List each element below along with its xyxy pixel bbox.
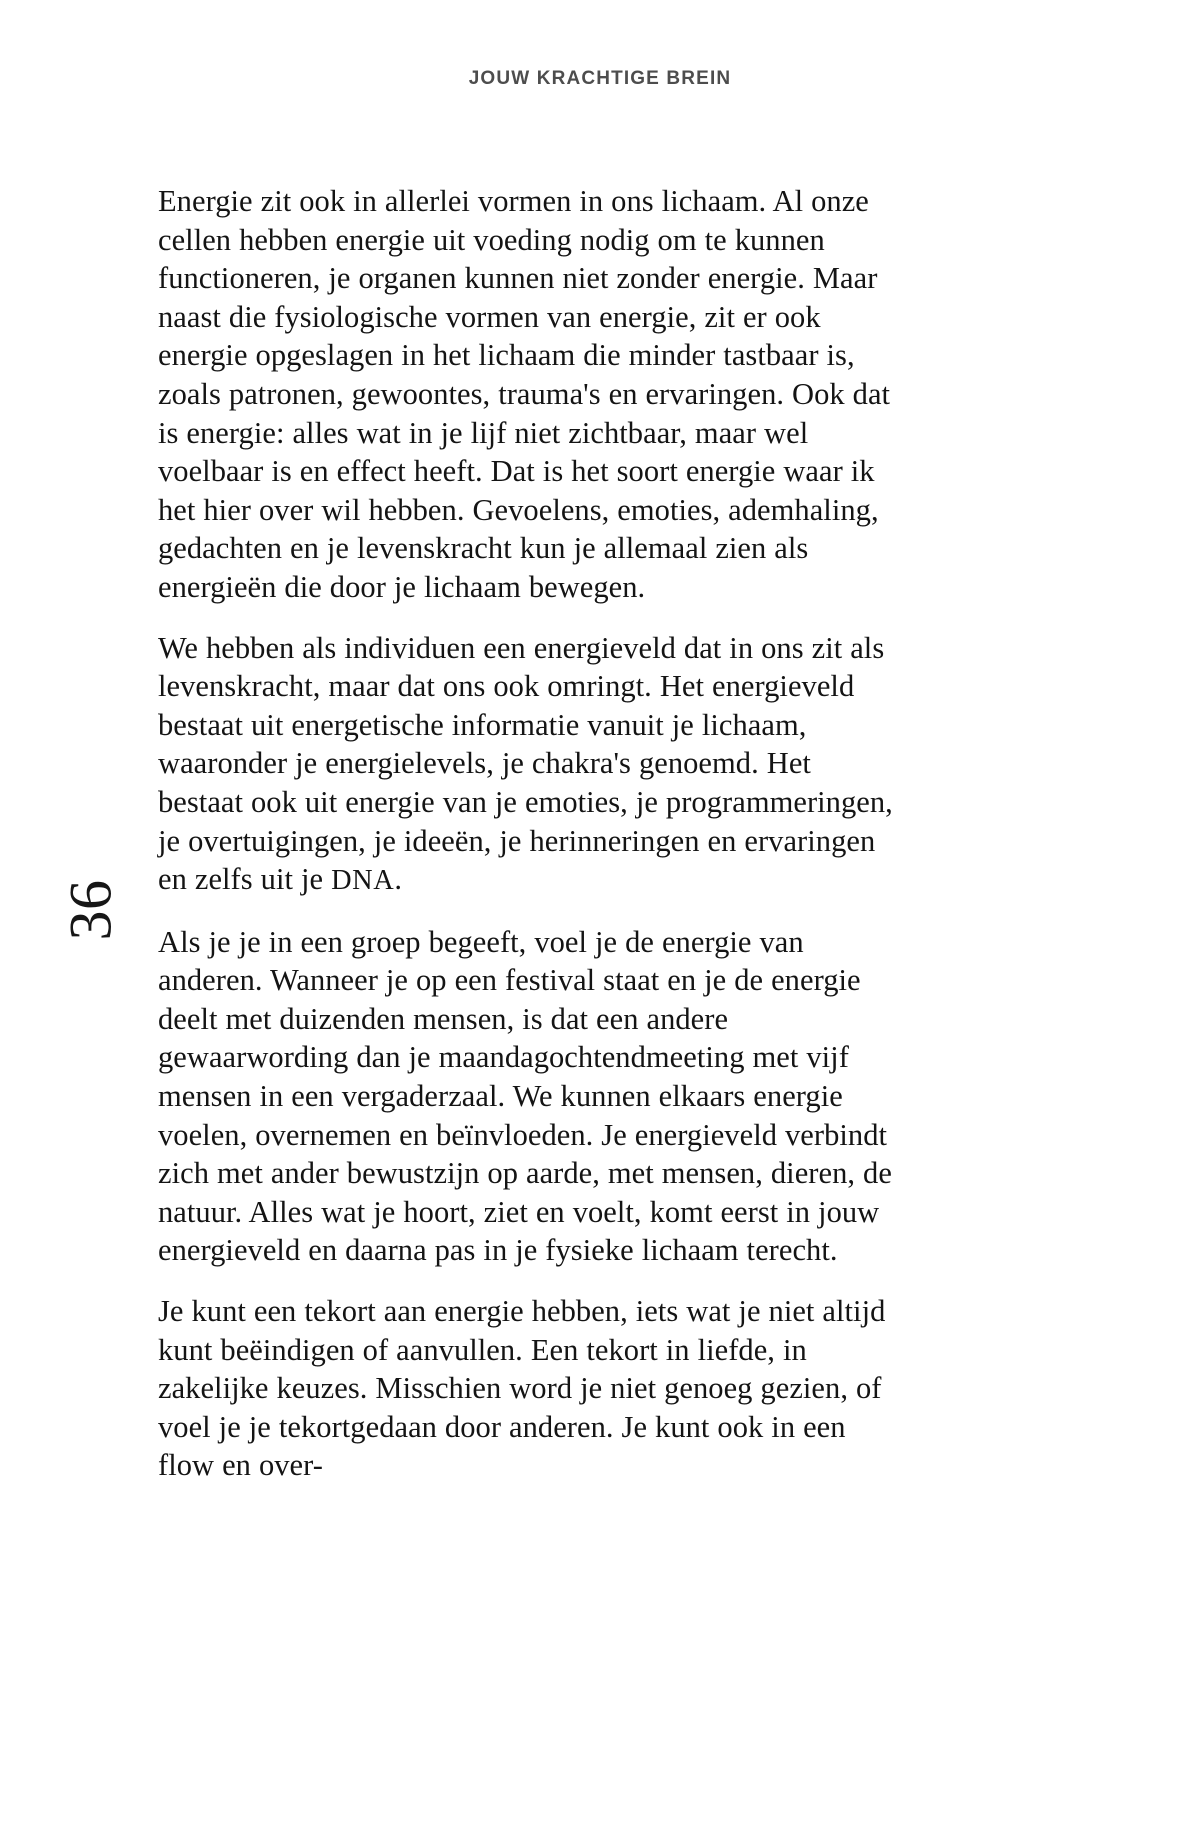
dna-smallcaps: DNA: [331, 865, 395, 897]
paragraph-2: [158, 629, 900, 901]
page-number: 36: [57, 879, 123, 941]
paragraph-2-lead: We hebben als individuen een energieveld dat in ons zit als levenskracht, maar dat ons ook omringt. Het energieveld bestaat uit energetische informatie vanuit je lichaam, waaronder je energielevels, je chakra's genoemd. Het bestaat ook uit energie van je emoties, je programmeringen, je overtuigingen, je ideeën, je herinneringen en ervaringen en zelfs uit je: [158, 630, 893, 897]
paragraph-1: Energie zit ook in allerlei vormen in ons lichaam. Al onze cellen hebben energie uit voeding nodig om te kunnen functioneren, je organen kunnen niet zonder energie. Maar naast die fysiologische vormen van energie, zit er ook energie opgeslagen in het lichaam die minder tastbaar is, zoals patronen, gewoontes, trauma's en ervaringen. Ook dat is energie: alles wat in je lijf niet zichtbaar, maar wel voelbaar is en effect heeft. Dat is het soort energie waar ik het hier over wil hebben. Gevoelens, emoties, ademhaling, gedachten en je levenskracht kun je allemaal zien als energieën die door je lichaam bewegen.: [158, 184, 891, 604]
paragraph-4: Je kunt een tekort aan energie hebben, iets wat je niet altijd kunt beëindigen of aanvullen. Een tekort in liefde, in zakelijke keuzes. Misschien word je niet genoeg gezien, of voel je je tekortgedaan door anderen. Je kunt ook in een flow en over-: [158, 1294, 886, 1483]
paragraph-3: Als je je in een groep begeeft, voel je de energie van anderen. Wanneer je op een festival staat en je de energie deelt met duizenden mensen, is dat een andere gewaarwording dan je maandagochtendmeeting met vijf mensen in een vergaderzaal. We kunnen elkaars energie voelen, overnemen en beïnvloeden. Je energieveld verbindt zich met ander bewustzijn op aarde, met mensen, dieren, de natuur. Alles wat je hoort, ziet en voelt, komt eerst in jouw energieveld en daarna pas in je fysieke lichaam terecht.: [158, 924, 892, 1268]
paragraph-2-tail: .: [394, 862, 403, 897]
running-head: JOUW KRACHTIGE BREIN: [468, 68, 732, 89]
body-text-block: [158, 182, 900, 1485]
page-folio: [20, 840, 160, 980]
